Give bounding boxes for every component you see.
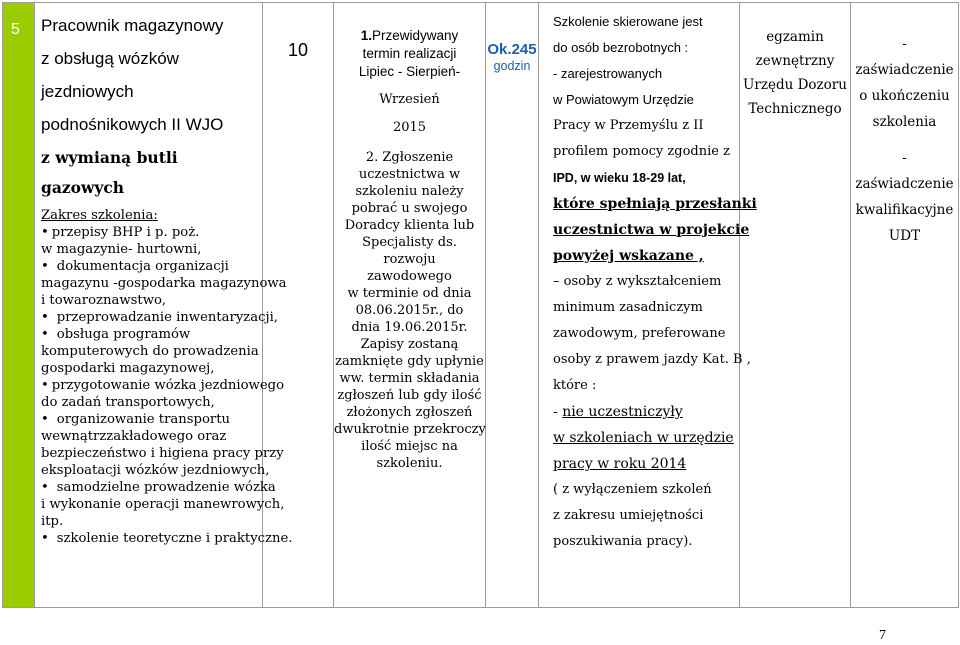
timing-line-1: Przewidywany [371,28,459,43]
timing-step-1-number: 1. [360,28,372,43]
registration-line: zamknięte gdy upłynie [335,354,484,369]
certificate-1-line-2: o ukończeniu [859,88,950,104]
target-detail-line: zawodowym, preferowane [553,326,726,341]
target-detail-line: Pracy w Przemyślu z II [553,118,704,133]
table-row [3,3,959,608]
participants-cell [263,3,334,608]
timing-line-5: 2015 [392,120,427,135]
target-detail-line: powyżej wskazane , [553,248,704,264]
target-detail-line: pracy w roku 2014 [553,456,687,472]
scope-item: • organizowanie transportu [41,411,258,428]
registration-text [334,149,485,472]
registration-line: Specjalisty ds. [362,235,457,250]
exam-cell [740,3,851,608]
timing-line-2: termin realizacji [362,46,457,61]
target-intro-line: w Powiatowym Urzędzie [553,92,694,107]
certificate-2-line-2: kwalifikacyjne [855,202,954,218]
registration-line: rozwoju [383,252,436,267]
scope-item: itp. [41,514,64,529]
registration-line: zawodowego [367,269,452,284]
timing-cell [334,3,486,608]
target-detail-line: minimum zasadniczym [553,300,703,315]
scope-item: • obsługa programów [41,326,258,343]
scope-item: magazynu -gospodarka magazynowa [41,276,287,291]
scope-item: do zadań transportowych, [41,395,215,410]
exam-line-4: Technicznego [748,101,842,117]
target-intro-line: Szkolenie skierowane jest [553,14,703,29]
scope-item: w magazynie- hurtowni, [41,242,202,257]
scope-item: • samodzielne prowadzenie wózka [41,479,258,496]
target-detail-line: profilem pomocy zgodnie z [553,144,730,159]
target-group-cell [539,3,757,608]
target-detail-line: - nie uczestniczyły [553,404,683,420]
target-detail-line: poszukiwania pracy). [553,534,693,549]
certificates-cell [851,3,959,608]
hours-cell [486,3,539,608]
target-detail-line: ( z wyłączeniem szkoleń [553,482,712,497]
registration-line: w terminie od dnia [347,286,472,301]
registration-line: szkoleniu należy [355,184,464,199]
participants-count: 10 [287,40,309,60]
registration-line: uczestnictwa w [358,167,461,182]
scope-item: bezpieczeństwo i higiena pracy przy [41,446,284,461]
scope-item: • przepisy BHP i p. poż. [41,224,258,241]
target-detail-line: które spełniają przesłanki [553,196,757,212]
exam-line-2: zewnętrzny [755,53,835,69]
scope-item: gospodarki magazynowej, [41,361,215,376]
target-detail-line: z zakresu umiejętności [553,508,704,523]
target-detail-line: które : [553,378,597,393]
target-detail-line: w szkoleniach w urzędzie [553,430,734,446]
scope-item: • przeprowadzanie inwentaryzacji, [41,309,258,326]
timing-line-3: Lipiec - Sierpień- [358,64,461,79]
scope-item: wewnątrzzakładowego oraz [41,429,227,444]
certificate-2-line-3: UDT [888,228,921,244]
registration-line: ilość miejsc na [361,439,458,454]
exam-line-3: Urzędu Dozoru [743,77,847,93]
training-table [2,2,959,608]
scope-item: komputerowych do prowadzenia [41,344,259,359]
registration-line: Doradcy klienta lub [344,218,475,233]
row-number-cell [3,3,35,608]
scope-lines [41,224,293,547]
course-cell [35,3,293,608]
scope-item: • przygotowanie wózka jezdniowego [41,377,258,394]
exam-line-1: egzamin [766,29,824,45]
scope-heading: Zakres szkolenia: [41,208,158,223]
certificate-1-line-1: - zaświadczenie [855,36,954,78]
certificate-2-line-1: - zaświadczenie [855,150,954,192]
course-title-bold: z wymianą butli gazowych [41,148,178,197]
target-intro-line: - zarejestrowanych [553,66,663,81]
row-number: 5 [11,21,20,38]
course-title-line-4: podnośnikowych II WJO [41,115,224,134]
target-intro [553,9,735,113]
target-detail-line: – osoby z wykształceniem [553,274,722,289]
scope-item: • dokumentacja organizacji [41,258,258,275]
registration-line: ww. termin składania [339,371,480,386]
registration-line: Zapisy zostaną [360,337,459,352]
course-title-line-3: jezdniowych [41,82,134,101]
hours-unit: godzin [493,59,531,73]
course-title-line-1: Pracownik magazynowy [41,16,224,35]
course-title-line-2: z obsługą wózków [41,49,179,68]
scope-item: i wykonanie operacji manewrowych, [41,497,285,512]
scope-item: eksploatacji wózków jezdniowych, [41,463,270,478]
timing-line-4: Wrzesień [379,92,440,107]
registration-line: złożonych zgłoszeń [346,405,473,420]
scope-item: • szkolenie teoretyczne i praktyczne. [41,530,258,547]
target-intro-line: do osób bezrobotnych : [553,40,689,55]
registration-line: 08.06.2015r., do [355,303,464,318]
target-detail-line: IPD, w wieku 18-29 lat, [553,171,686,185]
hours-amount: Ok.245 [487,41,537,58]
registration-line: pobrać u swojego [351,201,468,216]
registration-line: szkoleniu. [376,456,443,471]
target-detail-line: osoby z prawem jazdy Kat. B , [553,352,751,367]
page-number: 7 [879,628,886,643]
registration-line: 2. Zgłoszenie [365,150,454,165]
registration-line: dnia 19.06.2015r. [351,320,468,335]
scope-item: i towaroznawstwo, [41,293,167,308]
scope-list [41,207,293,547]
target-detail-line: uczestnictwa w projekcie [553,222,750,238]
registration-line: dwukrotnie przekroczy [334,422,486,437]
target-details [553,113,757,555]
certificate-1-line-3: szkolenia [872,114,937,130]
registration-line: zgłoszeń lub gdy ilość [337,388,482,403]
